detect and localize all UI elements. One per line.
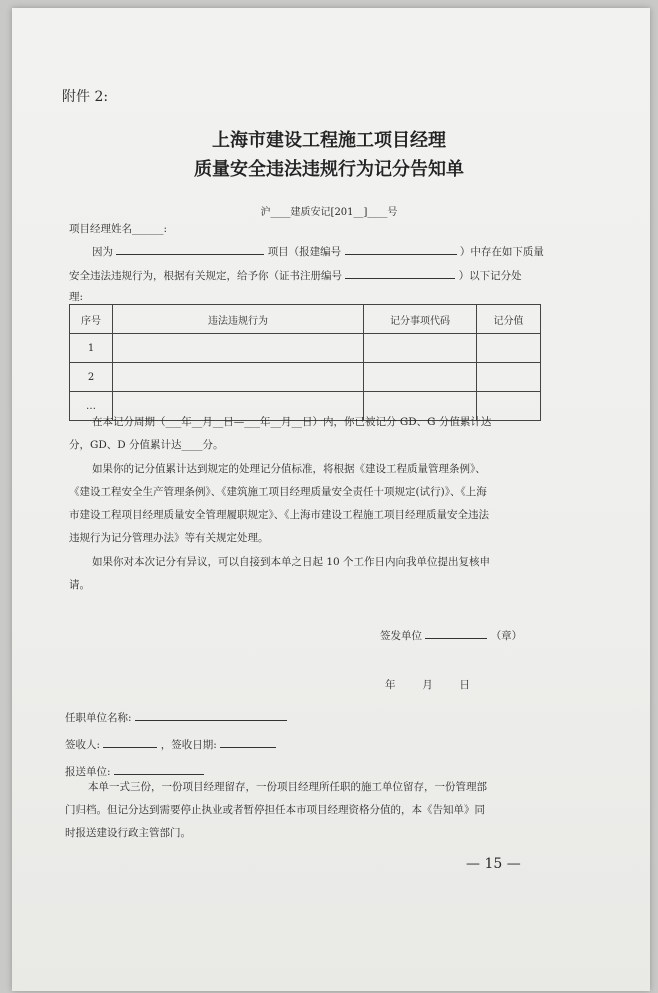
row-violation-cell (113, 334, 364, 363)
table-row (70, 334, 541, 363)
signee-field (65, 736, 276, 752)
employer-field (65, 709, 287, 725)
para3-line3: 市建设工程项目经理质量安全管理履职规定》、《上海市建设工程施工项目经理质量安全违法 (69, 509, 489, 521)
note-line2: 门归档。但记分达到需要停止执业或者暂停担任本市项目经理资格分值的，本《告知单》同 (65, 804, 485, 816)
attachment-label: 附件 2: (62, 89, 109, 105)
project-name-blank (116, 243, 264, 255)
note-line1: 本单一式三份，一份项目经理留存，一份项目经理所任职的施工单位留存，一份管理部 (88, 781, 487, 793)
employer-blank (135, 709, 287, 721)
para2-line1: 在本记分周期（___年__月__日—___年__月__日）内，你已被记分 GD、G 分值累计达 (92, 416, 492, 428)
para1-basis: 安全违法违规行为，根据有关规定，给予你（证书注册编号 (69, 270, 342, 282)
employer-label: 任职单位名称: (65, 712, 132, 724)
para1-score-label: ）以下记分处 (458, 270, 522, 282)
para1-because: 因为 (92, 246, 113, 258)
issuer-stamp: （章） (490, 630, 523, 642)
para1-project-label: 项目（报建编号 (267, 246, 342, 258)
header-score: 记分值 (477, 305, 541, 334)
para3-line4: 违规行为记分管理办法》等有关规定处理。 (69, 532, 269, 544)
pm-name-field: 项目经理姓名______: (69, 223, 168, 235)
para3-line2: 《建设工程安全生产管理条例》、《建筑施工项目经理质量安全责任十项规定(试行)》、《上海 (69, 486, 487, 498)
document-number: 沪____建质安记[201__]____号 (260, 207, 398, 218)
para4-line1: 如果你对本次记分有异议，可以自接到本单之日起 10 个工作日内向我单位提出复核申 (92, 556, 491, 568)
signee-label: 签收人: (65, 739, 101, 751)
row-seq: 2 (70, 363, 113, 392)
report-unit-blank (114, 763, 204, 775)
para4-line2: 请。 (69, 579, 90, 591)
header-seq: 序号 (70, 305, 113, 334)
para1-issue-label: ）中存在如下质量 (459, 246, 544, 258)
row-violation-cell (113, 363, 364, 392)
registration-number-blank (345, 243, 457, 255)
note-line3: 时报送建设行政主管部门。 (65, 827, 191, 839)
row-code-cell (364, 363, 477, 392)
report-unit-label: 报送单位: (65, 766, 111, 778)
row-score-cell (477, 334, 541, 363)
issuer-blank (425, 627, 487, 639)
header-code: 记分事项代码 (364, 305, 477, 334)
row-seq: 1 (70, 334, 113, 363)
para2-line2: 分，GD、D 分值累计达____分。 (69, 439, 224, 451)
certificate-number-blank (345, 267, 455, 279)
violation-table (69, 304, 541, 421)
title-line-2: 质量安全违法违规行为记分告知单 (194, 159, 464, 180)
issuer-line (380, 627, 522, 643)
para1-line3: 理: (69, 291, 84, 303)
row-seq: … (70, 392, 113, 421)
sign-date-blank (220, 736, 276, 748)
para1-line1 (92, 243, 544, 259)
issue-date: 年 月 日 (385, 679, 470, 691)
para1-line2 (69, 267, 522, 283)
para3-line1: 如果你的记分值累计达到规定的处理记分值标准，将根据《建设工程质量管理条例》、 (92, 463, 486, 475)
row-code-cell (364, 334, 477, 363)
table-header-row (70, 305, 541, 334)
row-score-cell (477, 363, 541, 392)
page-number: — 15 — (466, 856, 521, 872)
title-line-1: 上海市建设工程施工项目经理 (212, 130, 446, 151)
table-row (70, 363, 541, 392)
signee-blank (103, 736, 157, 748)
sign-date-label: ，签收日期: (160, 739, 217, 751)
issuer-label: 签发单位 (380, 630, 422, 642)
header-violation: 违法违规行为 (113, 305, 364, 334)
